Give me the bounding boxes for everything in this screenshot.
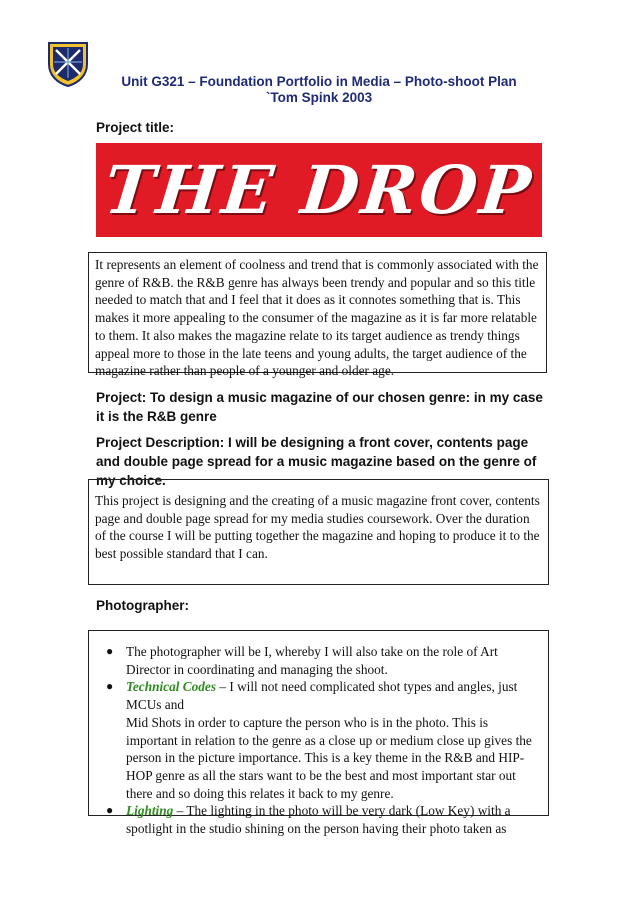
- list-item: [106, 678, 536, 802]
- title-rationale-box: It represents an element of coolness and trend that is commonly associated with the genre of R&B. the R&B genre has always been trendy and popular and so this title needed to match that and I feel that it does as it connotes something that is. This makes it more appealing to the consumer of the magazine as it is far more relatable to them. It also makes the magazine relate to its target audience as trendy things appeal more to those in the late teens and young adults, the target audience of the magazine rather than people of a younger and older age.: [88, 252, 547, 373]
- bullet-text: The photographer will be I, whereby I will also take on the role of Art Director in coordinating and managing the shoot.: [126, 644, 498, 677]
- project-title-label: Project title:: [96, 120, 175, 135]
- header-author: `Tom Spink 2003: [265, 90, 373, 105]
- photographer-bullet-list: [101, 643, 536, 838]
- photographer-label: Photographer:: [96, 598, 189, 613]
- project-description-box: This project is designing and the creating of a music magazine front cover, contents page and double page spread for my media studies coursework. Over the duration of the course I will be putting together the magazine and hoping to produce it to the best possible standard that I can.: [88, 479, 549, 585]
- bullet-icon: ●: [106, 803, 114, 818]
- photographer-box: [88, 630, 549, 837]
- bullet-text-continued: Mid Shots in order to capture the person who is in the photo. This is important in relation to the genre as a close up or medium close up gives the person in the picture importance. This is a key theme in the R&B and HIP-HOP genre as all the stars want to be the best and most important star out there and so doing this relates it back to my genre.: [126, 714, 532, 801]
- bullet-lead: Lighting: [126, 803, 174, 819]
- title-banner: [96, 143, 542, 237]
- bullet-lead: Technical Codes: [126, 679, 217, 695]
- header-title: Unit G321 – Foundation Portfolio in Media – Photo-shoot Plan: [121, 74, 517, 89]
- project-statement: Project: To design a music magazine of our chosen genre: in my case it is the R&B genre: [96, 390, 543, 424]
- project-description: Project Description: I will be designing a front cover, contents page and double page spread for a music magazine based on the genre of my choice.: [96, 435, 537, 488]
- banner-title: THE DROP: [100, 151, 538, 229]
- list-item: [106, 802, 536, 837]
- bullet-text: – The lighting in the photo will be very dark (Low Key) with a spotlight in the studio shining on the person having their photo taken as: [126, 803, 511, 837]
- bullet-icon: ●: [106, 679, 114, 694]
- list-item: [106, 643, 536, 678]
- bullet-text: – I will not need complicated shot types and angles, just MCUs and: [126, 679, 518, 713]
- bullet-icon: ●: [106, 644, 114, 658]
